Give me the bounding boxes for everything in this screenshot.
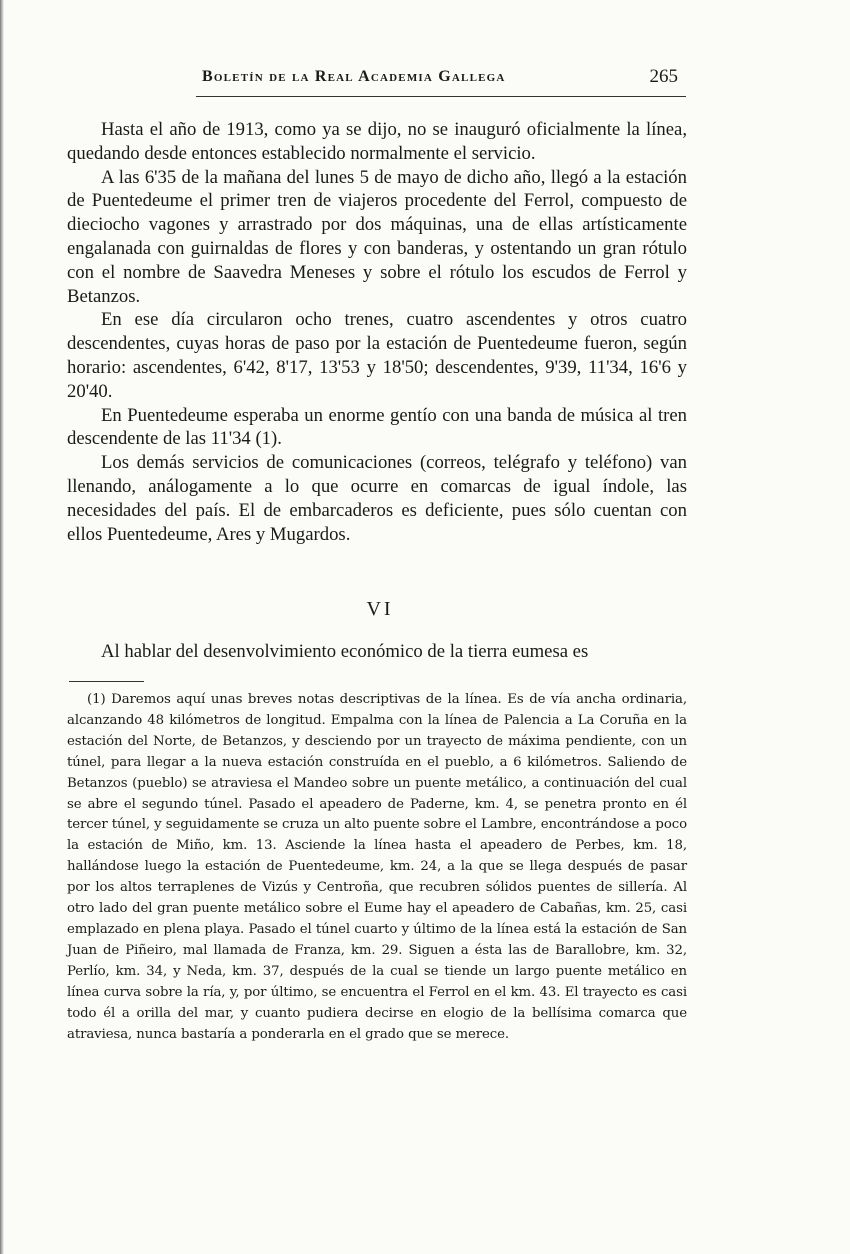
paragraph: En ese día circularon ocho trenes, cuatro ascendentes y otros cuatro descendentes, cuyas horas de paso por la estación de Puentedeume fueron, según horario: ascendentes, 6'42, 8'17, 13'53 y 18'50; descendentes, 9'39, 11'34, 16'6 y 20'40. — [67, 309, 687, 402]
footnote: (1) Daremos aquí unas breves notas descriptivas de la línea. Es de vía ancha ordinaria, alcanzando 48 kilómetros de longitud. Empalma con la línea de Palencia a La Coruña en la estación del Norte, de Betanzos, y desciendo por un trayecto de máxima pendiente, con un túnel, para llegar a la nueva estación construída en el pueblo, a 6 kilómetros. Saliendo de Betanzos (pueblo) se atraviesa el Mandeo sobre un puente metálico, a continuación del cual se abre el segundo túnel. Pasado el apeadero de Paderne, km. 4, se penetra pronto en él tercer túnel, y seguidamente se cruza un alto puente sobre el Lambre, encontrándose a poco la estación de Miño, km. 13. Asciende la línea hasta el apeadero de Perbes, km. 18, hallándose luego la estación de Puentedeume, km. 24, a la que se llega después de pasar por los altos terraplenes de Vizús y Centroña, que recubren sólidos puentes de sillería. Al otro lado del gran puente metálico sobre el Eume hay el apeadero de Cabañas, km. 25, casi emplazado en plena playa. Pasado el túnel cuarto y último de la línea está la estación de San Juan de Piñeiro, mal llamada de Franza, km. 29. Siguen a ésta las de Barallobre, km. 32, Perlío, km. 34, y Neda, km. 37, después de la cual se tiende un largo puente metálico en línea curva sobre la ría, y, por último, se encuentra el Ferrol en el km. 43. El trayecto es casi todo él a orilla del mar, y cuanto pudiera decirse en elogio de la bellísima comarca que atraviesa, nunca bastaría a ponderarla en el grado que se merece. — [67, 692, 687, 1042]
header-rule — [196, 96, 686, 97]
page-header — [196, 66, 686, 94]
page-edge-shadow — [0, 0, 4, 1254]
paragraph: Al hablar del desenvolvimiento económico de la tierra eumesa es — [101, 641, 589, 662]
paragraph: Hasta el año de 1913, como ya se dijo, no se inauguró oficialmente la línea, quedando desde entonces establecido normalmente el servicio. — [67, 119, 687, 164]
running-title: Boletín de la Real Academia Gallega — [202, 68, 506, 85]
paragraph: En Puentedeume esperaba un enorme gentío con una banda de música al tren descendente de las 11'34 (1). — [67, 404, 687, 450]
paragraph: A las 6'35 de la mañana del lunes 5 de mayo de dicho año, llegó a la estación de Puentedeume el primer tren de viajeros procedente del Ferrol, compuesto de dieciocho vagones y arrastrado por dos máquinas, una de ellas artísticamente engalanada con guirnaldas de flores y con banderas, y ostentando un gran rótulo con el nombre de Saavedra Meneses y sobre el rótulo los escudos de Ferrol y Betanzos. — [67, 166, 687, 307]
body-text — [67, 118, 687, 546]
section-heading: VI — [366, 598, 394, 620]
page-number: 265 — [649, 66, 678, 87]
footnote-rule — [69, 681, 144, 682]
paragraph: Los demás servicios de comunicaciones (correos, telégrafo y teléfono) van llenando, análogamente a lo que ocurre en comarcas de igual índole, las necesidades del país. El de embarcaderos es deficiente, pues sólo cuentan con ellos Puentedeume, Ares y Mugardos. — [67, 452, 687, 545]
